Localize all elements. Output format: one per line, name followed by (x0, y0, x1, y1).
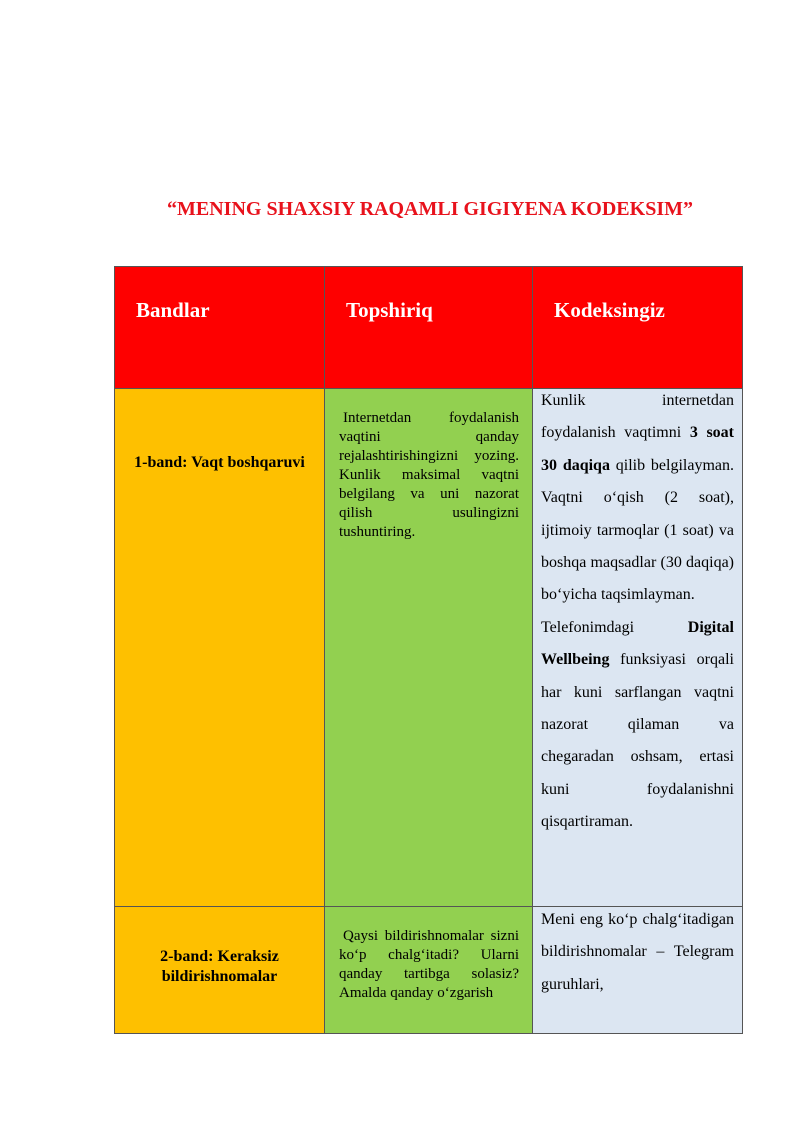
task-text: Qaysi bildirishnomalar sizni ko‘p chalg‘itadi? Ularni qanday tartibga solasiz? Amalda qanday o‘zgarish (339, 928, 519, 1001)
page-title: “MENING SHAXSIY RAQAMLI GIGIYENA KODEKSIM” (167, 198, 693, 220)
header-bandlar: Bandlar (115, 267, 325, 389)
table-row-1-task (325, 389, 533, 907)
table-row-1-code[interactable] (533, 389, 742, 907)
header-topshiriq: Topshiriq (325, 267, 533, 389)
table-row-2-band (115, 907, 325, 1034)
code-text: Kunlik internetdan foydalanish vaqtimni 3 soat 30 daqiqa qilib belgilayman. Vaqtni o‘qish (2 soat), ijtimoiy tarmoqlar (1 soat) va boshqa maqsadlar (30 daqiqa) bo‘yicha taqsimlayman. Telefonimdagi Digital Wellbeing funksiyasi orqali har kuni sarflangan vaqtni nazorat qilaman va chegaradan oshsam, ertasi kuni foydalanishni qisqartiraman. (541, 392, 735, 831)
band-label: 2-band: Keraksiz bildirishnomalar (160, 948, 279, 985)
code-table (114, 266, 743, 1034)
table-row-2-code[interactable] (533, 907, 742, 1034)
table-row-2-task (325, 907, 533, 1034)
band-label: 1-band: Vaqt boshqaruvi (134, 454, 305, 471)
code-text: Meni eng ko‘p chalg‘itadigan bildirishnomalar – Telegram guruhlari, (541, 911, 734, 993)
table-row-1-band (115, 389, 325, 907)
task-text: Internetdan foydalanish vaqtini qanday rejalashtirishingizni yozing. Kunlik maksimal vaqtni belgilang va uni nazorat qilish usulingizni tushuntiring. (339, 410, 519, 540)
header-kodeksingiz: Kodeksingiz (533, 267, 742, 389)
